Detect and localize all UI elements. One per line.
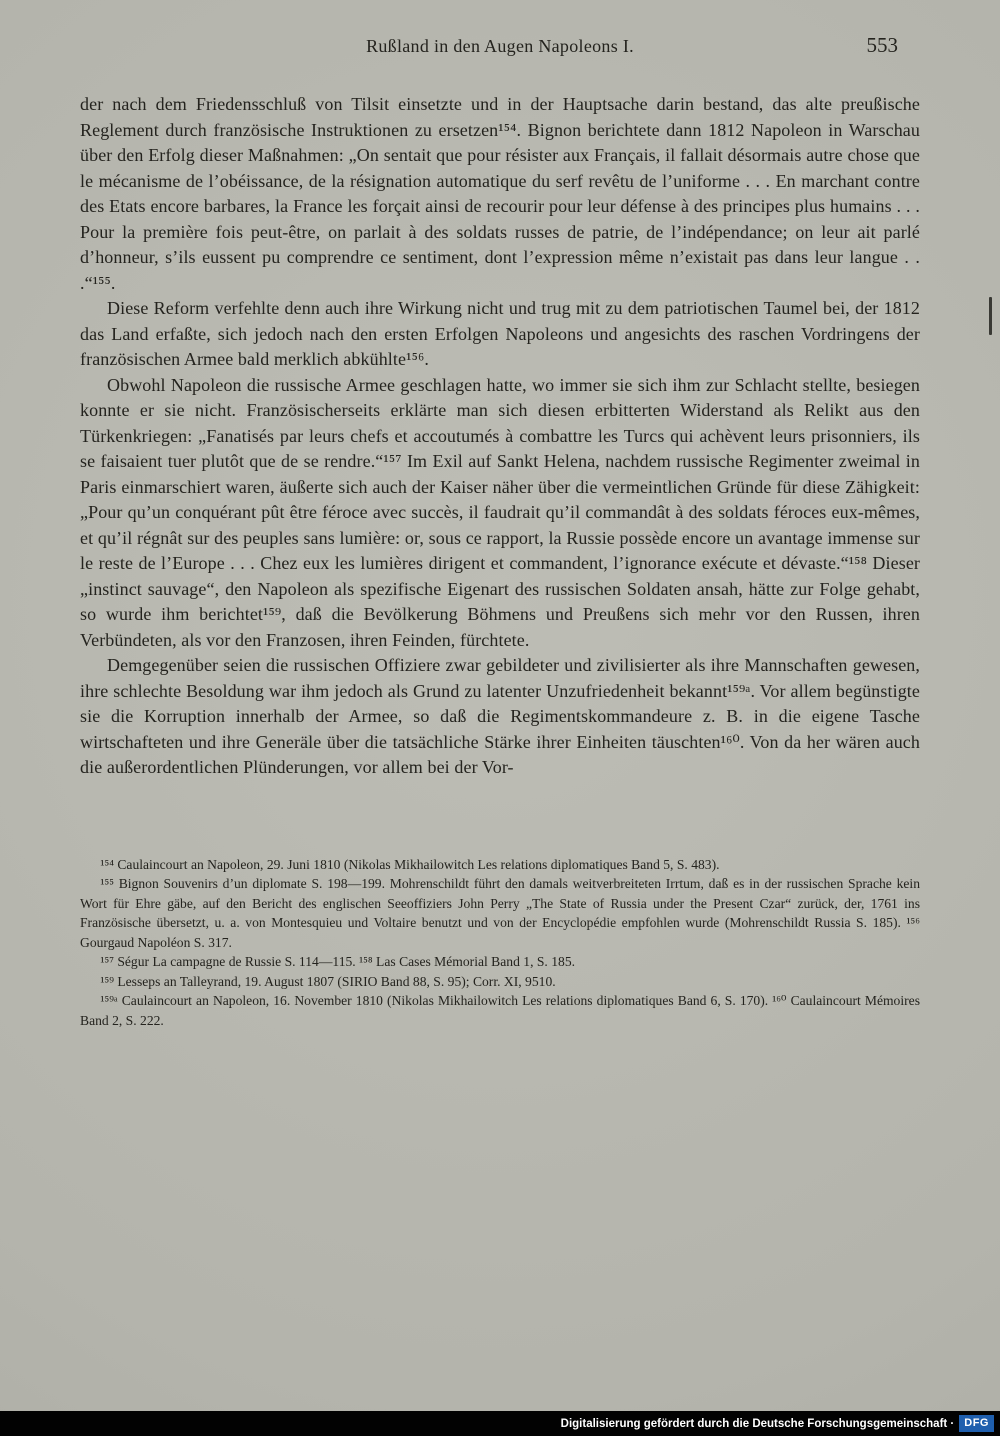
paragraph-2: Diese Reform verfehlte denn auch ihre Wirkung nicht und trug mit zu dem patriotischen Taumel bei, der 1812 das Land erfaßte, sich jedoch nach den ersten Erfolgen Napoleons und angesichts des raschen Vordringens der französischen Armee bald merklich abkühlte¹⁵⁶.	[80, 298, 920, 369]
footnote-154: ¹⁵⁴ Caulaincourt an Napoleon, 29. Juni 1810 (Nikolas Mikhailowitch Les relations diplomatiques Band 5, S. 483).	[100, 856, 720, 872]
page-number: 553	[866, 33, 898, 57]
main-text	[80, 92, 920, 781]
page-header	[80, 33, 920, 62]
footnotes-block	[80, 855, 920, 1031]
scan-artifact	[989, 297, 992, 335]
paragraph-4: Demgegenüber seien die russischen Offiziere zwar gebildeter und zivilisierter als ihre Mannschaften gewesen, ihre schlechte Besoldung war ihm jedoch als Grund zu latenter Unzufriedenheit bekannt¹⁵⁹ᵃ. Vor allem begünstigte sie die Korruption innerhalb der Armee, so daß die Regimentskommandeure z. B. in die eigene Tasche wirtschafteten und ihre Generäle über die tatsächliche Stärke ihrer Einheiten täuschten¹⁶⁰. Von da her wären auch die außerordentlichen Plünderungen, vor allem bei der Vor-	[80, 655, 920, 777]
paragraph-3: Obwohl Napoleon die russische Armee geschlagen hatte, wo immer sie sich ihm zur Schlacht stellte, besiegen konnte er sie nicht. Französischerseits erklärte man sich diesen erbitterten Widerstand als Relikt aus den Türkenkriegen: „Fanatisés par leurs chefs et accoutumés à combattre les Turcs qui achèvent leurs prisonniers, ils se faisaient tuer plutôt que de se rendre.“¹⁵⁷ Im Exil auf Sankt Helena, nachdem russische Regimenter zweimal in Paris einmarschiert waren, äußerte sich auch der Kaiser näher über die vermeintlichen Gründe für diese Zähigkeit: „Pour qu’un conquérant pût être féroce avec succès, il faudrait qu’il commandât à des soldats féroces eux-mêmes, et qu’il régnât sur des peuples sans lumière: or, sous ce rapport, la Russie possède encore un avantage immense sur le reste de l’Europe . . . Chez eux les lumières dirigent et commandent, l’ignorance exécute et dévaste.“¹⁵⁸ Dieser „instinct sauvage“, den Napoleon als spezifische Eigenart des russischen Soldaten ansah, hätte zur Folge gehabt, so wurde ihm berichtet¹⁵⁹, daß die Bevölkerung Böhmens und Preußens sich mehr vor den Russen, ihren Verbündeten, als vor den Franzosen, ihren Feinden, fürchtete.	[80, 374, 920, 650]
running-title: Rußland in den Augen Napoleons I.	[366, 36, 634, 56]
digitization-bar	[0, 1411, 1000, 1436]
paragraph-1: der nach dem Friedensschluß von Tilsit einsetzte und in der Hauptsache darin bestand, das alte preußische Reglement durch französische Instruktionen zu ersetzen¹⁵⁴. Bignon berichtete dann 1812 Napoleon in Warschau über den Erfolg dieser Maßnahmen: „On sentait que pour résister aux Français, il fallait désormais autre chose que le mécanisme de l’obéissance, de la résignation automatique du serf revêtu de l’uniforme . . . En marchant contre des Etats encore barbares, la France les forçait ainsi de recourir pour leur défense à des principes plus humains . . . Pour la première fois peut-être, on parlait à des soldats russes de patrie, de l’indépendance; on leur ait parlé d’honneur, s’ils eussent pu comprendre ce sentiment, dont l’expression même n’existait pas dans leur langue . . .“¹⁵⁵.	[80, 94, 920, 293]
digitization-credit: Digitalisierung gefördert durch die Deutsche Forschungsgemeinschaft ·	[560, 1417, 955, 1430]
footnote-159a-160: ¹⁵⁹ᵃ Caulaincourt an Napoleon, 16. November 1810 (Nikolas Mikhailowitch Les relations diplomatiques Band 6, S. 170). ¹⁶⁰ Caulaincourt Mémoires Band 2, S. 222.	[80, 993, 920, 1028]
footnote-159: ¹⁵⁹ Lesseps an Talleyrand, 19. August 1807 (SIRIO Band 88, S. 95); Corr. XI, 9510.	[100, 973, 556, 989]
footnote-157-158: ¹⁵⁷ Ségur La campagne de Russie S. 114—115. ¹⁵⁸ Las Cases Mémorial Band 1, S. 185.	[100, 954, 576, 969]
dfg-logo: DFG	[959, 1415, 994, 1432]
footnote-155-156: ¹⁵⁵ Bignon Souvenirs d’un diplomate S. 198—199. Mohrenschildt führt den damals weitverbreiteten Irrtum, daß es in der russischen Sprache kein Wort für Ehre gäbe, auf den Bericht des englischen Seeoffiziers John Perry „The State of Russia under the Present Czar“ zurück, der, 1761 ins Französische übersetzt, u. a. von Montesquieu und Voltaire benutzt und von der Encyclopédie empfohlen wurde (Mohrenschildt Russia S. 185). ¹⁵⁶ Gourgaud Napoléon S. 317.	[80, 876, 920, 950]
